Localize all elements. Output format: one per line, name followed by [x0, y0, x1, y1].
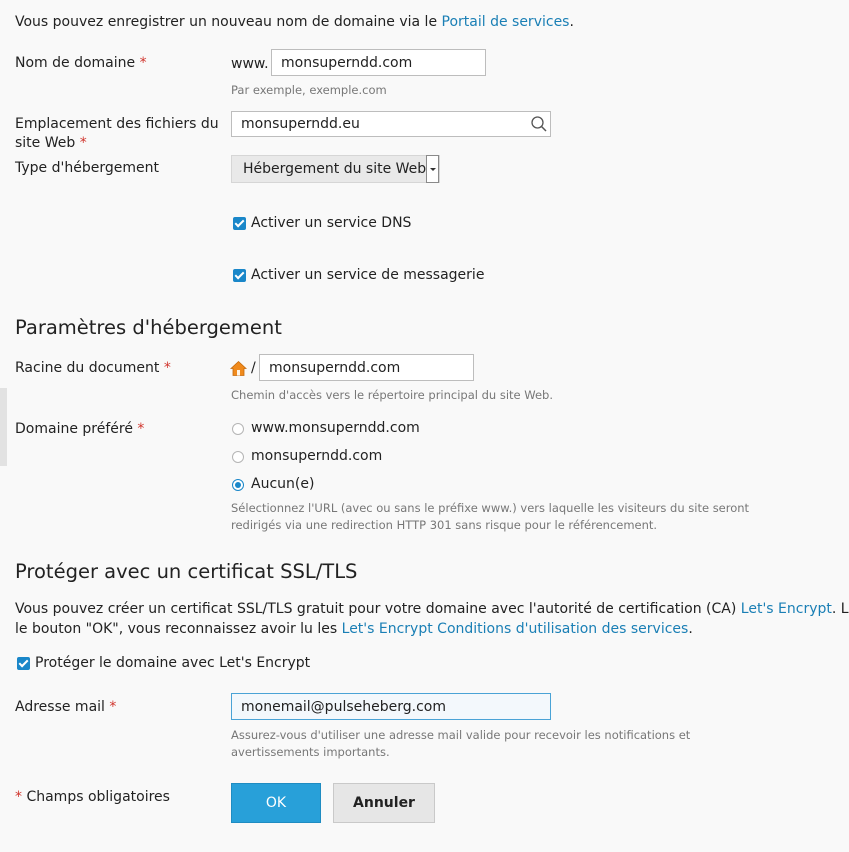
preferred-bare-radio[interactable] [232, 451, 244, 463]
preferred-domain-hint: Sélectionnez l'URL (avec ou sans le préfixe www.) vers laquelle les visiteurs du site seront redirigés via une redirection HTTP 301 sans risque pour le référencement. [231, 501, 750, 532]
ssl-description: Vous pouvez créer un certificat SSL/TLS gratuit pour votre domaine avec l'autorité de certification (CA) Let's Encrypt. L le bouton "OK", vous reconnaissez avoir lu les Let's Encrypt Conditions d'utilisation des services. [15, 601, 849, 637]
path-separator: / [251, 360, 256, 376]
lets-encrypt-checkbox[interactable] [17, 657, 30, 670]
email-label: Adresse mail * [15, 699, 117, 715]
ssl-heading: Protéger avec un certificat SSL/TLS [15, 560, 358, 583]
services-portal-link[interactable]: Portail de services [441, 14, 570, 30]
preferred-domain-label: Domaine préféré * [15, 421, 145, 437]
preferred-option-label: Aucun(e) [251, 476, 315, 492]
lets-encrypt-link[interactable]: Let's Encrypt [740, 601, 832, 617]
required-fields-note: * Champs obligatoires [15, 789, 170, 805]
document-root-hint: Chemin d'accès vers le répertoire principal du site Web. [231, 388, 554, 402]
email-input[interactable] [231, 693, 551, 720]
document-root-label: Racine du document * [15, 360, 171, 376]
search-icon[interactable] [530, 115, 548, 133]
hosting-type-label: Type d'hébergement [15, 160, 159, 176]
required-mark: * [139, 55, 147, 71]
domain-name-label: Nom de domaine * [15, 55, 147, 71]
preferred-option-label: www.monsuperndd.com [251, 420, 420, 436]
preferred-www-radio[interactable] [232, 423, 244, 435]
ok-button[interactable]: OK [231, 783, 321, 823]
hosting-params-heading: Paramètres d'hébergement [15, 316, 282, 339]
hosting-type-select[interactable] [231, 155, 440, 183]
cancel-button[interactable]: Annuler [333, 783, 435, 823]
email-hint: Assurez-vous d'utiliser une adresse mail valide pour recevoir les notifications et avertissements importants. [231, 728, 691, 759]
www-prefix: www. [231, 56, 269, 72]
file-location-label: Emplacement des fichiers du site Web * [15, 116, 219, 151]
hosting-type-value: Hébergement du site Web [243, 161, 427, 177]
file-location-input[interactable] [231, 111, 551, 137]
home-icon [230, 360, 247, 377]
domain-name-input[interactable] [271, 49, 486, 76]
lets-encrypt-label: Protéger le domaine avec Let's Encrypt [35, 655, 311, 671]
dns-label: Activer un service DNS [251, 215, 412, 231]
mail-service-checkbox[interactable] [233, 269, 246, 282]
domain-name-hint: Par exemple, exemple.com [231, 83, 387, 97]
mail-service-label: Activer un service de messagerie [251, 267, 485, 283]
side-panel-handle[interactable] [0, 388, 7, 466]
lets-encrypt-terms-link[interactable]: Let's Encrypt Conditions d'utilisation des services [341, 621, 689, 637]
dns-checkbox[interactable] [233, 217, 246, 230]
document-root-input[interactable] [259, 354, 474, 381]
preferred-none-radio[interactable] [232, 479, 244, 491]
intro-text: Vous pouvez enregistrer un nouveau nom de domaine via le Portail de services. [15, 14, 574, 30]
chevron-down-icon[interactable] [426, 155, 439, 183]
preferred-option-label: monsuperndd.com [251, 448, 383, 464]
